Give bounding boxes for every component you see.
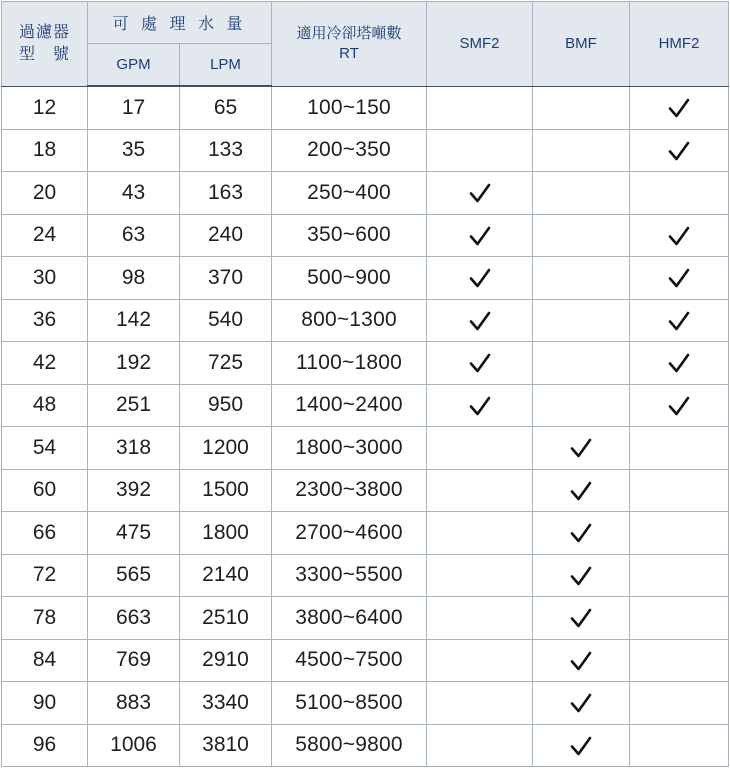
check-mark-icon (569, 437, 593, 459)
cell-model: 12 (2, 86, 88, 129)
check-mark-icon (569, 565, 593, 587)
table-row (2, 342, 729, 385)
cell-bmf (533, 342, 630, 385)
check-mark-icon (569, 607, 593, 629)
check-mark-icon (468, 182, 492, 204)
table-row (2, 724, 729, 767)
cell-smf2 (427, 214, 533, 257)
cell-smf2 (427, 554, 533, 597)
cell-rt: 1100~1800 (272, 342, 427, 385)
cell-lpm: 3810 (180, 724, 272, 767)
check-mark-icon (569, 735, 593, 757)
cell-hmf2 (630, 172, 729, 215)
cell-hmf2 (630, 512, 729, 555)
cell-lpm: 370 (180, 257, 272, 300)
cell-smf2 (427, 639, 533, 682)
cell-gpm: 98 (88, 257, 180, 300)
cell-lpm: 1800 (180, 512, 272, 555)
cell-rt: 2700~4600 (272, 512, 427, 555)
cell-smf2 (427, 724, 533, 767)
cell-model: 48 (2, 384, 88, 427)
cell-rt: 350~600 (272, 214, 427, 257)
header-bmf: BMF (533, 2, 630, 87)
cell-bmf (533, 469, 630, 512)
table-header (2, 2, 729, 87)
cell-lpm: 540 (180, 299, 272, 342)
cell-gpm: 35 (88, 129, 180, 172)
check-mark-icon (667, 97, 691, 119)
header-rt-line1: 適用冷卻塔噸數 (296, 24, 402, 42)
cell-bmf (533, 129, 630, 172)
cell-lpm: 3340 (180, 682, 272, 725)
cell-model: 54 (2, 427, 88, 470)
table-row (2, 427, 729, 470)
cell-hmf2 (630, 427, 729, 470)
table-row (2, 129, 729, 172)
cell-lpm: 2140 (180, 554, 272, 597)
cell-smf2 (427, 469, 533, 512)
cell-model: 60 (2, 469, 88, 512)
cell-lpm: 1200 (180, 427, 272, 470)
cell-bmf (533, 512, 630, 555)
header-capacity: 可 處 理 水 量 (88, 2, 272, 44)
cell-hmf2 (630, 214, 729, 257)
cell-smf2 (427, 512, 533, 555)
cell-model: 72 (2, 554, 88, 597)
cell-smf2 (427, 257, 533, 300)
header-smf2: SMF2 (427, 2, 533, 87)
cell-model: 90 (2, 682, 88, 725)
cell-gpm: 43 (88, 172, 180, 215)
cell-bmf (533, 172, 630, 215)
cell-model: 30 (2, 257, 88, 300)
cell-rt: 3800~6400 (272, 597, 427, 640)
cell-model: 66 (2, 512, 88, 555)
cell-smf2 (427, 129, 533, 172)
cell-bmf (533, 257, 630, 300)
cell-smf2 (427, 597, 533, 640)
cell-bmf (533, 427, 630, 470)
table-row (2, 639, 729, 682)
cell-lpm: 240 (180, 214, 272, 257)
check-mark-icon (468, 352, 492, 374)
cell-gpm: 565 (88, 554, 180, 597)
cell-hmf2 (630, 682, 729, 725)
filter-spec-table (1, 1, 729, 767)
cell-model: 18 (2, 129, 88, 172)
cell-gpm: 883 (88, 682, 180, 725)
cell-model: 78 (2, 597, 88, 640)
cell-hmf2 (630, 384, 729, 427)
cell-bmf (533, 384, 630, 427)
header-gpm: GPM (88, 44, 180, 87)
cell-rt: 100~150 (272, 86, 427, 129)
check-mark-icon (468, 267, 492, 289)
header-rt (272, 2, 427, 87)
header-model-line2: 型 號 (18, 45, 70, 63)
cell-bmf (533, 86, 630, 129)
cell-smf2 (427, 342, 533, 385)
check-mark-icon (667, 140, 691, 162)
check-mark-icon (667, 352, 691, 374)
check-mark-icon (569, 650, 593, 672)
table-row (2, 86, 729, 129)
cell-bmf (533, 639, 630, 682)
cell-bmf (533, 724, 630, 767)
cell-bmf (533, 214, 630, 257)
cell-hmf2 (630, 469, 729, 512)
cell-lpm: 950 (180, 384, 272, 427)
table-body (2, 86, 729, 767)
cell-bmf (533, 554, 630, 597)
cell-smf2 (427, 384, 533, 427)
table-row (2, 554, 729, 597)
cell-rt: 500~900 (272, 257, 427, 300)
check-mark-icon (569, 692, 593, 714)
cell-bmf (533, 682, 630, 725)
check-mark-icon (569, 480, 593, 502)
table-row (2, 257, 729, 300)
cell-rt: 1400~2400 (272, 384, 427, 427)
cell-lpm: 133 (180, 129, 272, 172)
cell-rt: 5100~8500 (272, 682, 427, 725)
cell-rt: 2300~3800 (272, 469, 427, 512)
cell-rt: 1800~3000 (272, 427, 427, 470)
cell-gpm: 769 (88, 639, 180, 682)
cell-gpm: 142 (88, 299, 180, 342)
header-lpm: LPM (180, 44, 272, 87)
cell-model: 96 (2, 724, 88, 767)
check-mark-icon (667, 310, 691, 332)
cell-model: 42 (2, 342, 88, 385)
cell-gpm: 251 (88, 384, 180, 427)
cell-gpm: 17 (88, 86, 180, 129)
cell-bmf (533, 597, 630, 640)
cell-smf2 (427, 682, 533, 725)
cell-rt: 200~350 (272, 129, 427, 172)
cell-hmf2 (630, 299, 729, 342)
table-row (2, 682, 729, 725)
table-row (2, 214, 729, 257)
cell-gpm: 663 (88, 597, 180, 640)
cell-smf2 (427, 299, 533, 342)
cell-lpm: 163 (180, 172, 272, 215)
cell-hmf2 (630, 129, 729, 172)
table-row (2, 384, 729, 427)
cell-rt: 800~1300 (272, 299, 427, 342)
cell-gpm: 1006 (88, 724, 180, 767)
header-model (2, 2, 88, 87)
header-rt-line2: RT (339, 44, 359, 62)
table-row (2, 597, 729, 640)
cell-rt: 5800~9800 (272, 724, 427, 767)
cell-hmf2 (630, 724, 729, 767)
cell-lpm: 1500 (180, 469, 272, 512)
header-model-line1: 過濾器 (18, 23, 70, 41)
cell-smf2 (427, 172, 533, 215)
cell-lpm: 2510 (180, 597, 272, 640)
cell-gpm: 475 (88, 512, 180, 555)
check-mark-icon (667, 267, 691, 289)
cell-gpm: 192 (88, 342, 180, 385)
cell-model: 20 (2, 172, 88, 215)
cell-hmf2 (630, 86, 729, 129)
check-mark-icon (667, 225, 691, 247)
table-row (2, 512, 729, 555)
cell-lpm: 65 (180, 86, 272, 129)
cell-lpm: 2910 (180, 639, 272, 682)
check-mark-icon (468, 310, 492, 332)
cell-hmf2 (630, 342, 729, 385)
check-mark-icon (667, 395, 691, 417)
check-mark-icon (569, 522, 593, 544)
cell-hmf2 (630, 257, 729, 300)
cell-gpm: 63 (88, 214, 180, 257)
check-mark-icon (468, 225, 492, 247)
cell-hmf2 (630, 639, 729, 682)
cell-rt: 4500~7500 (272, 639, 427, 682)
cell-smf2 (427, 427, 533, 470)
cell-hmf2 (630, 554, 729, 597)
table-row (2, 469, 729, 512)
cell-model: 24 (2, 214, 88, 257)
cell-rt: 3300~5500 (272, 554, 427, 597)
cell-lpm: 725 (180, 342, 272, 385)
header-hmf2: HMF2 (630, 2, 729, 87)
cell-hmf2 (630, 597, 729, 640)
cell-model: 36 (2, 299, 88, 342)
cell-smf2 (427, 86, 533, 129)
cell-model: 84 (2, 639, 88, 682)
table-row (2, 299, 729, 342)
cell-bmf (533, 299, 630, 342)
cell-rt: 250~400 (272, 172, 427, 215)
check-mark-icon (468, 395, 492, 417)
cell-gpm: 318 (88, 427, 180, 470)
cell-gpm: 392 (88, 469, 180, 512)
table-row (2, 172, 729, 215)
